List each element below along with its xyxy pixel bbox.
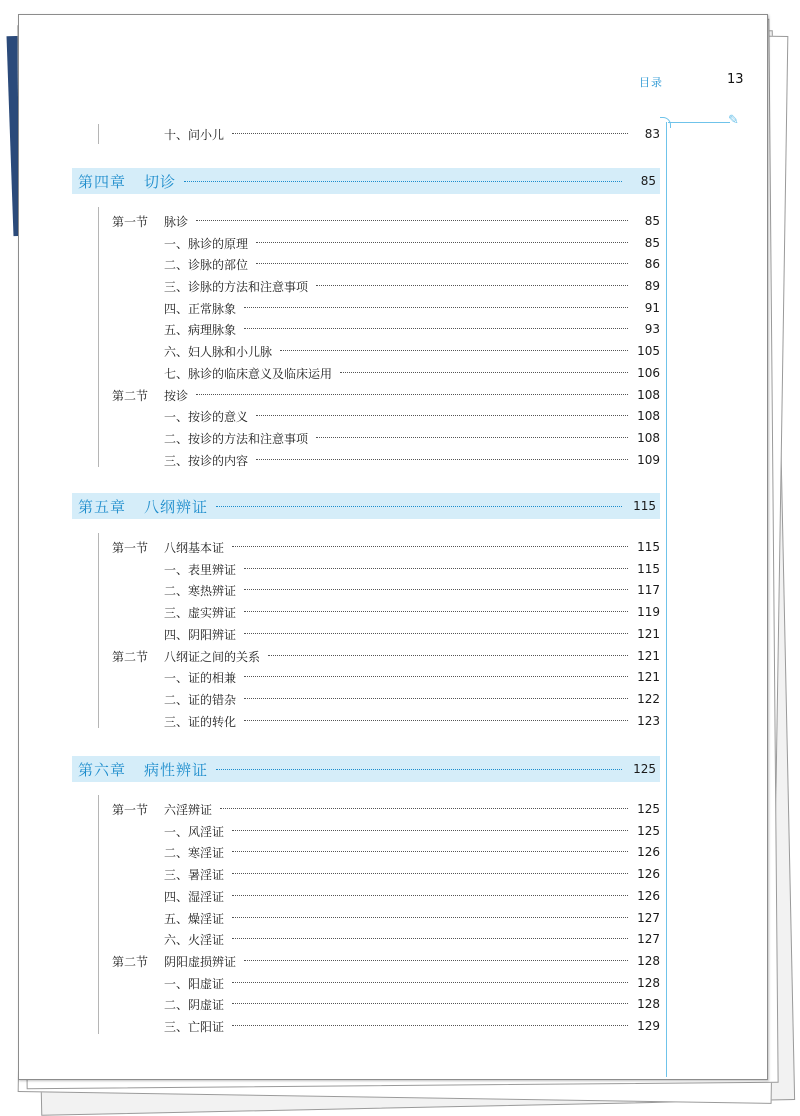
section-number: 第一节 xyxy=(112,540,149,555)
section-number: 第二节 xyxy=(112,954,149,969)
toc-entry-page: 127 xyxy=(637,932,660,946)
dot-leader xyxy=(244,698,628,699)
chapter-name: 切诊 xyxy=(144,172,177,191)
toc-entry-title: 三、亡阳证 xyxy=(164,1019,225,1034)
toc-entry-page: 129 xyxy=(637,1019,660,1033)
chapter-title xyxy=(72,171,176,192)
indent-guide-line xyxy=(98,207,99,467)
toc-entry-title: 十、问小儿 xyxy=(164,127,225,142)
toc-entry-page: 85 xyxy=(644,236,660,250)
toc-entry-page: 121 xyxy=(637,627,660,641)
toc-entry[interactable] xyxy=(112,385,660,405)
toc-entry[interactable] xyxy=(164,821,660,841)
dot-leader xyxy=(196,394,628,395)
toc-entry-page: 126 xyxy=(637,867,660,881)
toc-entry-page: 109 xyxy=(637,453,660,467)
section-number: 第一节 xyxy=(112,802,149,817)
toc-entry[interactable] xyxy=(164,428,660,448)
dot-leader xyxy=(244,720,628,721)
toc-entry[interactable] xyxy=(164,994,660,1014)
toc-entry[interactable] xyxy=(112,951,660,971)
toc-entry-page: 108 xyxy=(637,388,660,402)
dot-leader xyxy=(232,546,628,547)
chapter-heading[interactable] xyxy=(72,168,660,194)
toc-entry-title: 三、证的转化 xyxy=(164,714,237,729)
section-number: 第一节 xyxy=(112,214,149,229)
chapter-page: 115 xyxy=(633,499,656,513)
toc-entry-page: 128 xyxy=(637,997,660,1011)
dot-leader xyxy=(232,830,628,831)
toc-entry-title: 二、寒热辨证 xyxy=(164,583,237,598)
page-number: 13 xyxy=(727,72,744,87)
dot-leader xyxy=(232,133,628,134)
dot-leader xyxy=(184,181,622,182)
toc-entry-page: 86 xyxy=(644,257,660,271)
dot-leader xyxy=(216,506,622,507)
dot-leader xyxy=(244,633,628,634)
dot-leader xyxy=(220,808,628,809)
chapter-title xyxy=(72,759,208,780)
toc-entry[interactable] xyxy=(164,908,660,928)
dot-leader xyxy=(256,263,628,264)
toc-entry-page: 85 xyxy=(644,214,660,228)
toc-entry-title: 二、诊脉的部位 xyxy=(164,257,249,272)
chapter-number: 第六章 xyxy=(78,760,127,779)
chapter-name: 病性辨证 xyxy=(144,760,209,779)
toc-entry[interactable] xyxy=(164,559,660,579)
chapter-number: 第五章 xyxy=(78,497,127,516)
toc-entry-page: 115 xyxy=(637,562,660,576)
toc-entry-page: 93 xyxy=(644,322,660,336)
dot-leader xyxy=(256,415,628,416)
toc-entry[interactable] xyxy=(164,276,660,296)
toc-entry-title: 六、火淫证 xyxy=(164,932,225,947)
toc-entry-title: 一、按诊的意义 xyxy=(164,409,249,424)
chapter-page: 85 xyxy=(640,174,656,188)
toc-entry-title: 七、脉诊的临床意义及临床运用 xyxy=(164,366,333,381)
toc-entry[interactable] xyxy=(164,864,660,884)
chapter-page: 125 xyxy=(633,762,656,776)
toc-entry-title: 二、证的错杂 xyxy=(164,692,237,707)
toc-entry[interactable] xyxy=(164,1016,660,1036)
toc-entry[interactable] xyxy=(112,646,660,666)
dot-leader xyxy=(232,873,628,874)
toc-entry-page: 125 xyxy=(637,824,660,838)
toc-entry-title: 一、脉诊的原理 xyxy=(164,236,249,251)
dot-leader xyxy=(268,655,628,656)
toc-entry-page: 83 xyxy=(644,127,660,141)
toc-entry[interactable] xyxy=(164,886,660,906)
indent-guide-line xyxy=(98,795,99,1034)
toc-entry[interactable] xyxy=(164,667,660,687)
chapter-number: 第四章 xyxy=(78,172,127,191)
toc-entry-page: 121 xyxy=(637,649,660,663)
dot-leader xyxy=(244,307,628,308)
toc-entry-title: 三、按诊的内容 xyxy=(164,453,249,468)
dot-leader xyxy=(232,982,628,983)
toc-entry-page: 108 xyxy=(637,431,660,445)
toc-entry-title: 一、阳虚证 xyxy=(164,976,225,991)
toc-entry-page: 105 xyxy=(637,344,660,358)
toc-entry-title: 三、诊脉的方法和注意事项 xyxy=(164,279,309,294)
toc-entry[interactable] xyxy=(164,233,660,253)
toc-entry-page: 117 xyxy=(637,583,660,597)
decorative-line xyxy=(666,122,667,1077)
toc-entry[interactable] xyxy=(112,537,660,557)
toc-entry-title: 四、正常脉象 xyxy=(164,301,237,316)
toc-entry[interactable] xyxy=(164,842,660,862)
toc-entry-title: 一、证的相兼 xyxy=(164,670,237,685)
toc-entry-title: 按诊 xyxy=(164,388,189,403)
toc-entry-title: 五、病理脉象 xyxy=(164,322,237,337)
toc-entry-title: 四、湿淫证 xyxy=(164,889,225,904)
dot-leader xyxy=(256,459,628,460)
dot-leader xyxy=(196,220,628,221)
toc-entry-page: 119 xyxy=(637,605,660,619)
dot-leader xyxy=(316,285,628,286)
dot-leader xyxy=(244,676,628,677)
dot-leader xyxy=(216,769,622,770)
toc-entry-title: 六、妇人脉和小儿脉 xyxy=(164,344,273,359)
toc-entry-page: 128 xyxy=(637,954,660,968)
chapter-heading[interactable] xyxy=(72,493,660,519)
toc-entry[interactable] xyxy=(164,689,660,709)
toc-entry-title: 三、虚实辨证 xyxy=(164,605,237,620)
dot-leader xyxy=(232,917,628,918)
toc-entry[interactable] xyxy=(164,624,660,644)
toc-entry-page: 127 xyxy=(637,911,660,925)
toc-entry-page: 125 xyxy=(637,802,660,816)
dot-leader xyxy=(340,372,628,373)
toc-entry-page: 115 xyxy=(637,540,660,554)
dot-leader xyxy=(280,350,628,351)
dot-leader xyxy=(232,1025,628,1026)
toc-entry-title: 二、寒淫证 xyxy=(164,845,225,860)
toc-entry[interactable] xyxy=(164,929,660,949)
dot-leader xyxy=(232,851,628,852)
toc-entry[interactable] xyxy=(164,580,660,600)
toc-entry-title: 八纲基本证 xyxy=(164,540,225,555)
toc-entry-page: 108 xyxy=(637,409,660,423)
toc-entry-title: 一、表里辨证 xyxy=(164,562,237,577)
dot-leader xyxy=(232,895,628,896)
toc-entry-page: 123 xyxy=(637,714,660,728)
dot-leader xyxy=(244,611,628,612)
indent-guide-line xyxy=(98,533,99,728)
decorative-line xyxy=(668,122,730,123)
toc-entry[interactable] xyxy=(112,211,660,231)
toc-entry[interactable] xyxy=(164,406,660,426)
toc-entry-page: 89 xyxy=(644,279,660,293)
quill-icon: ✎ xyxy=(728,113,739,128)
toc-entry-page: 91 xyxy=(644,301,660,315)
toc-entry[interactable] xyxy=(112,799,660,819)
toc-entry-title: 八纲证之间的关系 xyxy=(164,649,261,664)
dot-leader xyxy=(316,437,628,438)
running-header-title: 目录 xyxy=(639,76,663,89)
toc-entry[interactable] xyxy=(164,319,660,339)
dot-leader xyxy=(244,568,628,569)
dot-leader xyxy=(244,589,628,590)
toc-entry-title: 六淫辨证 xyxy=(164,802,213,817)
dot-leader xyxy=(232,1003,628,1004)
dot-leader xyxy=(256,242,628,243)
toc-entry-title: 二、阴虚证 xyxy=(164,997,225,1012)
toc-entry[interactable] xyxy=(164,254,660,274)
dot-leader xyxy=(232,938,628,939)
toc-entry[interactable] xyxy=(164,298,660,318)
chapter-title xyxy=(72,496,208,517)
toc-entry[interactable] xyxy=(164,450,660,470)
section-number: 第二节 xyxy=(112,649,149,664)
section-number: 第二节 xyxy=(112,388,149,403)
toc-entry-title: 四、阴阳辨证 xyxy=(164,627,237,642)
toc-entry-page: 128 xyxy=(637,976,660,990)
toc-entry-page: 126 xyxy=(637,845,660,859)
toc-entry[interactable] xyxy=(164,711,660,731)
toc-entry-page: 126 xyxy=(637,889,660,903)
dot-leader xyxy=(244,960,628,961)
toc-entry-title: 阴阳虚损辨证 xyxy=(164,954,237,969)
toc-entry-page: 106 xyxy=(637,366,660,380)
toc-entry-title: 三、暑淫证 xyxy=(164,867,225,882)
toc-entry[interactable] xyxy=(164,602,660,622)
dot-leader xyxy=(244,328,628,329)
toc-entry-title: 脉诊 xyxy=(164,214,189,229)
toc-entry-title: 五、燥淫证 xyxy=(164,911,225,926)
toc-entry[interactable] xyxy=(164,341,660,361)
toc-entry-page: 122 xyxy=(637,692,660,706)
toc-entry[interactable] xyxy=(164,973,660,993)
toc-entry-page: 121 xyxy=(637,670,660,684)
toc-entry[interactable] xyxy=(164,363,660,383)
chapter-name: 八纲辨证 xyxy=(144,497,209,516)
chapter-heading[interactable] xyxy=(72,756,660,782)
indent-guide-line xyxy=(98,124,99,144)
toc-entry[interactable] xyxy=(164,124,660,144)
toc-entry-title: 一、风淫证 xyxy=(164,824,225,839)
toc-entry-title: 二、按诊的方法和注意事项 xyxy=(164,431,309,446)
